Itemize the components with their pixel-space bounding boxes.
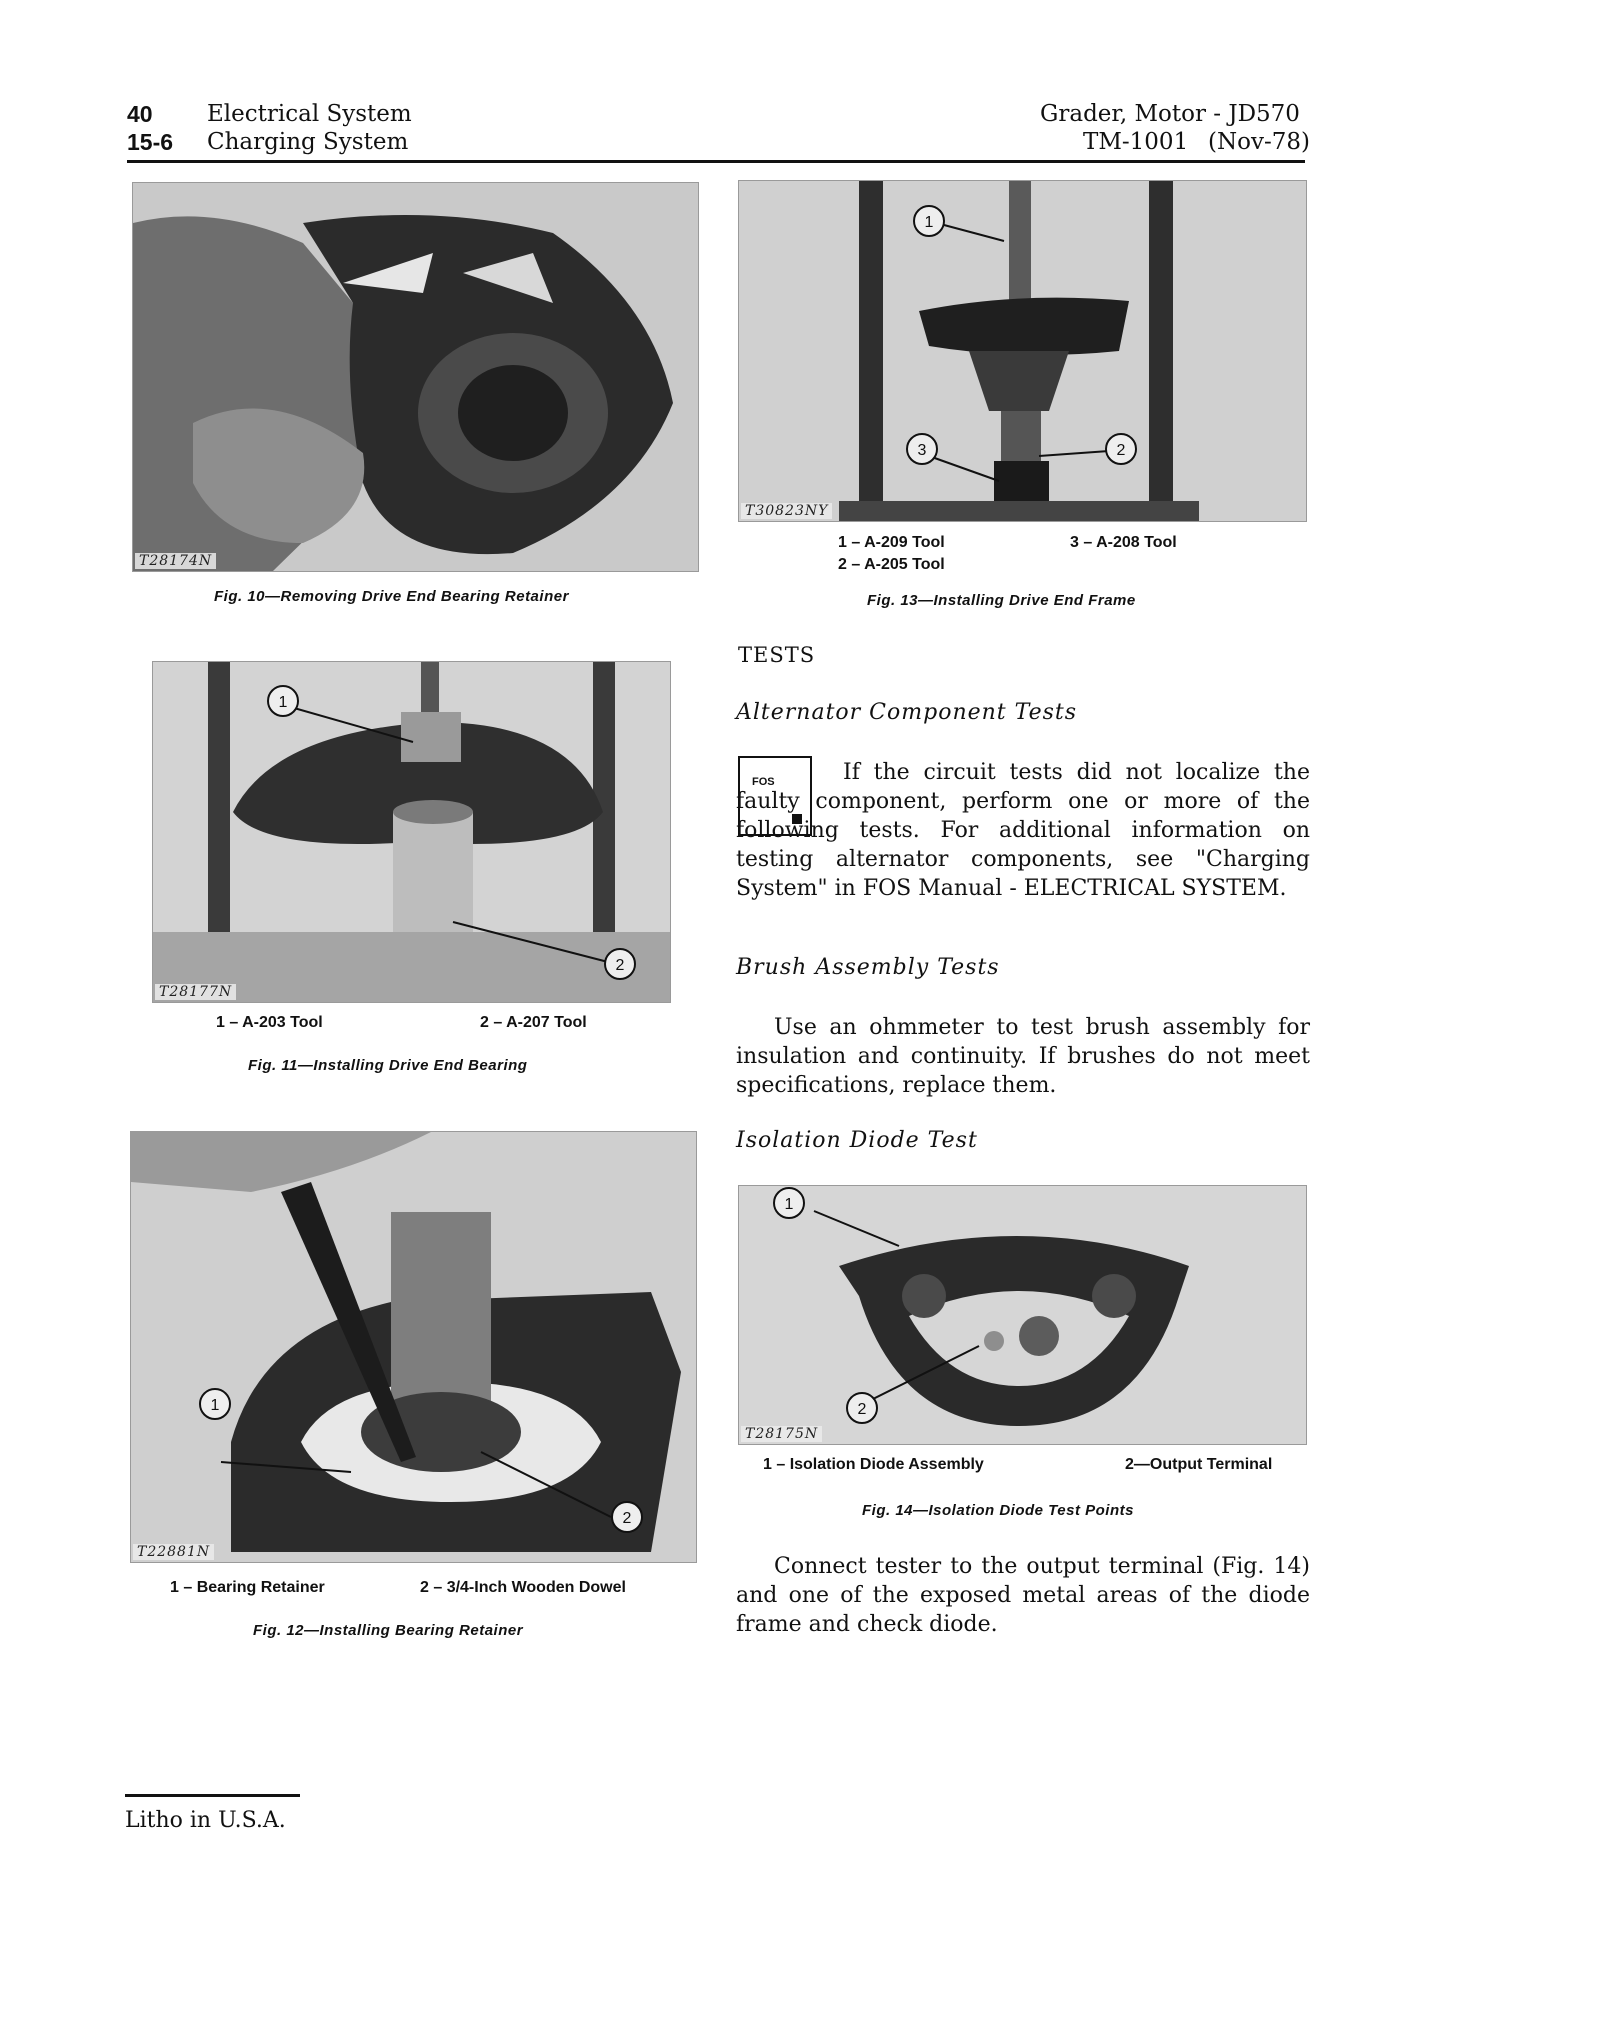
fos-icon-label: FOS <box>752 776 775 788</box>
fig12-legend-1: 1 – Bearing Retainer <box>170 1579 325 1596</box>
fig13-legend-3: 3 – A-208 Tool <box>1070 534 1177 551</box>
svg-text:1: 1 <box>924 214 934 231</box>
fig12-photo <box>130 1131 697 1563</box>
fig13-image <box>739 181 1306 521</box>
callout-3-icon <box>905 432 939 466</box>
fig14-legend-1: 1 – Isolation Diode Assembly <box>763 1456 984 1473</box>
fig11-image <box>153 662 670 1002</box>
fig13-photo-code: T30823NY <box>741 503 832 519</box>
fig10-image <box>133 183 698 571</box>
fig13-legend-1: 1 – A-209 Tool <box>838 534 945 551</box>
diode-test-heading: Isolation Diode Test <box>736 1128 978 1153</box>
callout-2-icon <box>845 1391 879 1425</box>
machine-title: Grader, Motor - JD570 <box>1040 101 1300 127</box>
footer-rule <box>125 1794 300 1797</box>
callout-1-icon <box>266 684 300 718</box>
fig11-photo <box>152 661 671 1003</box>
fig10-photo <box>132 182 699 572</box>
tests-heading: TESTS <box>738 643 816 667</box>
fig14-photo <box>738 1185 1307 1445</box>
svg-text:1: 1 <box>278 694 288 711</box>
fig11-photo-code: T28177N <box>155 984 236 1000</box>
alternator-tests-heading: Alternator Component Tests <box>736 700 1078 725</box>
fig11-legend-2: 2 – A-207 Tool <box>480 1014 587 1031</box>
svg-text:3: 3 <box>917 442 927 459</box>
fig12-image <box>131 1132 696 1562</box>
manual-number: TM-1001 <box>1083 129 1189 155</box>
page-number: 40 <box>127 101 153 127</box>
svg-text:2: 2 <box>622 1510 632 1527</box>
callout-1-icon <box>198 1387 232 1421</box>
fig13-caption: Fig. 13—Installing Drive End Frame <box>867 592 1136 609</box>
callout-2-icon <box>610 1500 644 1534</box>
subsection-title: Charging System <box>207 129 409 155</box>
svg-text:2: 2 <box>1116 442 1126 459</box>
fig12-photo-code: T22881N <box>133 1544 214 1560</box>
svg-text:2: 2 <box>615 957 625 974</box>
alternator-tests-text: If the circuit tests did not localize the faulty component, perform one or more of the following tests. For additional information on testing alternator components, see "Charging System" in FOS Manual - ELECTRICAL SYSTEM. <box>736 760 1310 901</box>
svg-text:2: 2 <box>857 1401 867 1418</box>
fig12-caption: Fig. 12—Installing Bearing Retainer <box>253 1622 524 1639</box>
fig12-legend-2: 2 – 3/4-Inch Wooden Dowel <box>420 1579 626 1596</box>
callout-1-icon <box>912 204 946 238</box>
callout-2-icon <box>603 947 637 981</box>
manual-date: (Nov-78) <box>1208 129 1310 155</box>
diode-test-text: Connect tester to the output terminal (Fig. 14) and one of the exposed metal areas of the diode frame and check diode. <box>736 1554 1310 1637</box>
fig13-photo <box>738 180 1307 522</box>
litho-footer: Litho in U.S.A. <box>125 1808 286 1833</box>
fig10-caption: Fig. 10—Removing Drive End Bearing Retainer <box>214 588 569 605</box>
fig14-caption: Fig. 14—Isolation Diode Test Points <box>862 1502 1134 1519</box>
section-code: 15-6 <box>127 129 174 155</box>
brush-tests-text: Use an ohmmeter to test brush assembly for insulation and continuity. If brushes do not meet specifications, replace them. <box>736 1015 1310 1098</box>
fig14-legend-2: 2—Output Terminal <box>1125 1456 1273 1473</box>
section-title: Electrical System <box>207 101 412 127</box>
brush-tests-heading: Brush Assembly Tests <box>736 955 1000 980</box>
fig10-photo-code: T28174N <box>135 553 216 569</box>
fig14-photo-code: T28175N <box>741 1426 822 1442</box>
fig13-legend-2: 2 – A-205 Tool <box>838 556 945 573</box>
callout-2-icon <box>1104 432 1138 466</box>
callout-1-icon <box>772 1186 806 1220</box>
fig11-legend-1: 1 – A-203 Tool <box>216 1014 323 1031</box>
svg-text:1: 1 <box>784 1196 794 1213</box>
fig14-image <box>739 1186 1306 1444</box>
svg-text:1: 1 <box>210 1397 220 1414</box>
header-rule <box>127 160 1305 163</box>
fig11-caption: Fig. 11—Installing Drive End Bearing <box>248 1057 528 1074</box>
